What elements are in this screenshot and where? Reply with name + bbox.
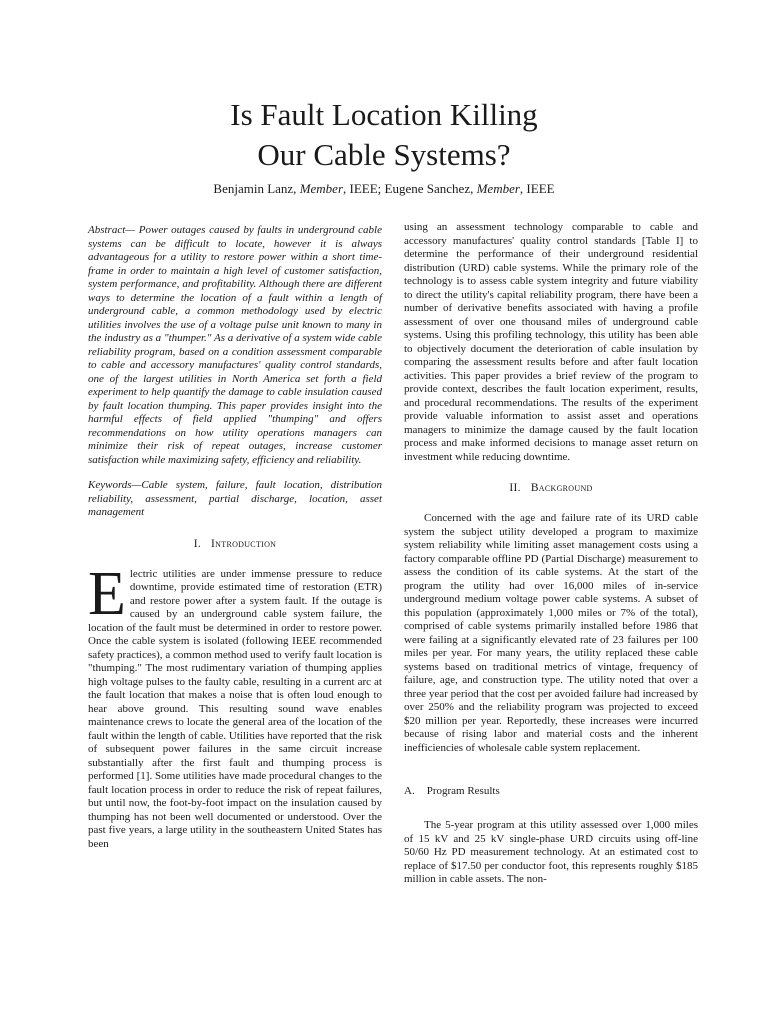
section-number: I.: [193, 537, 202, 550]
author-2-org: , IEEE: [519, 181, 555, 196]
subsection-number: A.: [404, 785, 415, 797]
keywords: [88, 479, 382, 520]
section-heading-introduction: [88, 538, 382, 550]
title-line-2: Our Cable Systems?: [257, 137, 511, 172]
subsection-heading-program-results: [404, 785, 698, 797]
paper-title: [0, 95, 768, 175]
introduction-paragraph: [88, 559, 382, 852]
introduction-text: lectric utilities are under immense pressure to reduce downtime, provide estimated time of restoration (ETR) and restore power after a system fault. If the outage is caused by an underground cable system failure, the location of the fault must be determined in order to restore power. Once the cable system is isolated (following IEEE recommended safety practices), a common method used to verify fault location is "thumping." The most rudimentary variation of thumping applies high voltage pulses to the faulty cable, resulting in a current arc at the fault location that makes a noise that is often loud enough to hear above ground. This resulting sound wave enables maintenance crews to locate the general area of the location of the fault within the length of cable. Utilities have reported that the risk of subsequent power failures in the same circuit increase substantially after the first fault and thumping process is performed [1]. Some utilities have made procedural changes to the fault location process in order to reduce the risk of repeat failures, but until now, the foot-by-foot impact on the insulation caused by thumping has not been well documented or understood. Over the past five years, a large utility in the southeastern United States has been: [88, 567, 382, 850]
abstract: [88, 224, 382, 467]
author-1-org: , IEEE: [343, 181, 378, 196]
author-line: Benjamin Lanz, Member, IEEE; Eugene Sanchez, Member, IEEE: [213, 181, 555, 196]
keywords-heading: Keywords: [88, 479, 132, 491]
title-line-1: Is Fault Location Killing: [230, 97, 538, 132]
author-2-name: Eugene Sanchez,: [384, 181, 474, 196]
right-column: [404, 221, 698, 887]
abstract-heading: Abstract: [88, 224, 126, 236]
program-results-paragraph: The 5-year program at this utility assessed over 1,000 miles of 15 kV and 25 kV single-phase URD circuits using off-line 50/60 Hz PD measurement technology. At an estimated cost to replace of $17.50 per conductor foot, this represents roughly $185 million in cable assets. The non-: [404, 819, 698, 885]
section-number: II.: [509, 482, 521, 494]
section-title: Background: [530, 482, 593, 494]
left-column: [88, 224, 382, 851]
section-title: Introduction: [211, 537, 277, 550]
author-1-role: Member: [299, 181, 344, 196]
introduction-continued: using an assessment technology comparable to cable and accessory manufactures' quality control standards [Table I] to determine the performance of their underground residential distribution (URD) cable systems. While the primary role of the technology is to assess cable system integrity and future viability to direct the utility's capital reliability program, there have been a number of derivative benefits associated with having a profile assessment of over one thousand miles of underground cable systems. Using this profiling technology, this utility has been able to objectively document the deterioration of cable insulation by comparing the assessment results before and after fault location activities. This paper provides a brief review of the program to provide context, describes the fault location experiment, results, and procedural recommendations. The results of the experiment provide valuable information to assist asset and operations managers to minimize the damage caused by the fault location process and make informed decisions to manage asset return on investment while reducing downtime.: [404, 221, 698, 463]
section-heading-background: [404, 482, 698, 494]
author-1-name: Benjamin Lanz,: [213, 181, 297, 196]
background-paragraph: Concerned with the age and failure rate of its URD cable system the subject utility developed a program to maximize system reliability while limiting asset management costs using a factory comparable offline PD (Partial Discharge) measurement to assess the condition of its cable systems. At the start of the program the utility had over 16,000 miles of in-service underground medium voltage power cable systems. A subset of this population (approximately 1,000 miles or 7% of the total), comprised of cable systems primarily installed before 1986 that were failing at a significantly elevated rate of 23 failures per 100 miles per year. For many years, the utility replaced these cable systems based on traditional metrics of vintage, frequency of failure, age, and construction type. The utility noted that over a three year period that the cost per avoided failure had increased by over 250% and the reliability program was projected to exceed $20 million per year. Reportedly, these increases were incurred because of rising labor and material costs and the inherent inefficiencies of wholesale cable system replacement.: [404, 512, 698, 754]
drop-cap: E: [88, 559, 126, 628]
keywords-text: —Cable system, failure, fault location, distribution reliability, assessment, partial discharge, location, asset management: [88, 479, 382, 518]
abstract-text: — Power outages caused by faults in underground cable systems can be difficult to locate, however it is always advantageous for a utility to restore power within a short time-frame in order to maintain a high level of customer satisfaction, system performance, and profitability. Although there are different ways to determine the location of a fault within a length of underground cable, a common methodology used by electric utilities involves the use of a voltage pulse unit known to many in the industry as a "thumper." As a derivative of a system wide cable reliability program, based on a condition assessment comparable to cable and accessory manufactures' quality control standards, one of the largest utilities in North America set forth a field experiment to help quantify the damage to cable insulation caused by fault location thumping. This paper provides insight into the harmful effects of field applied "thumping" and offers recommendations on how utility operations managers can minimize their risk of repeat outages, increase customer satisfaction while maximizing safety, efficiency and reliability.: [88, 224, 382, 466]
subsection-title: Program Results: [426, 785, 500, 797]
author-2-role: Member: [476, 181, 520, 196]
